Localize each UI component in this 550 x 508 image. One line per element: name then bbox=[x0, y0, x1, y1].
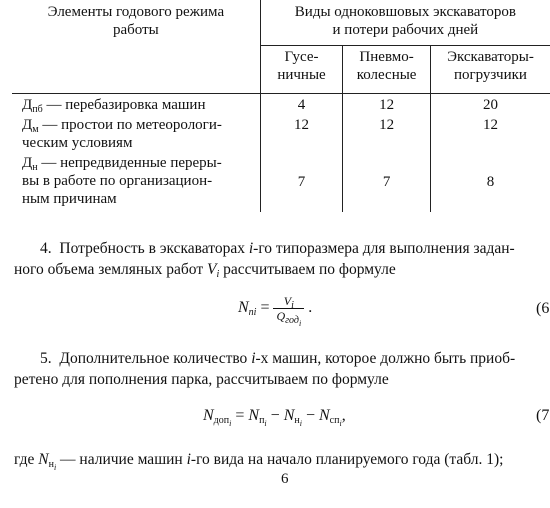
header-group bbox=[260, 0, 550, 46]
math-op: − bbox=[301, 407, 319, 424]
formula-6 bbox=[238, 294, 313, 328]
math-var: i bbox=[251, 350, 256, 367]
row-description bbox=[12, 94, 260, 115]
math-op: = bbox=[231, 407, 249, 424]
subheader-pneumatic bbox=[343, 46, 431, 94]
row-symbol-sub: пб bbox=[32, 104, 43, 115]
table-cell: 12 bbox=[343, 114, 431, 152]
subheader-loaders bbox=[430, 46, 550, 94]
math-var: V bbox=[206, 261, 217, 278]
table-cell: 7 bbox=[343, 152, 431, 212]
fraction bbox=[273, 294, 304, 328]
math-op: . bbox=[304, 299, 313, 317]
text-run: где bbox=[14, 451, 39, 468]
math-var: Q bbox=[276, 309, 286, 323]
math-var: N bbox=[248, 407, 260, 424]
header-group-line2: и потери рабочих дней bbox=[332, 22, 479, 38]
math-sub-text: доп bbox=[213, 415, 230, 426]
table-cell: 4 bbox=[260, 94, 343, 115]
subheader-text: колесные bbox=[356, 67, 417, 83]
math-subsub: i bbox=[299, 419, 302, 428]
equation-number: (6 bbox=[536, 300, 550, 317]
paragraph-where bbox=[14, 449, 550, 470]
math-var: i bbox=[186, 451, 191, 468]
math-op: − bbox=[266, 407, 284, 424]
header-col1 bbox=[12, 0, 260, 94]
math-subsub: i bbox=[264, 419, 267, 428]
math-var: N bbox=[283, 407, 295, 424]
math-subsub: i bbox=[53, 463, 57, 472]
page-number: 6 bbox=[281, 471, 289, 487]
text-run: ного объема земляных работ bbox=[14, 261, 207, 278]
table-row bbox=[12, 94, 550, 115]
math-sub: i bbox=[291, 300, 294, 311]
paragraph-item5 bbox=[14, 348, 550, 390]
math-sub-text: сп bbox=[329, 415, 340, 426]
row-description bbox=[12, 114, 260, 152]
text-run: -го типоразмера для выполнения задан- bbox=[253, 240, 515, 257]
equation-number: (7 bbox=[536, 407, 550, 424]
table-row bbox=[12, 152, 550, 212]
math-var: i bbox=[248, 240, 254, 257]
text-run: Потребность в экскаваторах bbox=[59, 240, 249, 257]
text-run: — наличие машин bbox=[56, 451, 187, 468]
subheader-crawler bbox=[260, 46, 343, 94]
math-sub bbox=[214, 415, 232, 426]
row-symbol-sub: м bbox=[32, 124, 39, 135]
math-var: N bbox=[38, 451, 49, 468]
math-sub-text: год bbox=[285, 315, 299, 326]
row-symbol: Д bbox=[22, 155, 33, 171]
row-desc-line: вы в работе по организацион- bbox=[22, 173, 213, 189]
math-var: V bbox=[283, 294, 292, 308]
text-run: -х машин, которое должно быть приоб- bbox=[255, 350, 516, 367]
subheader-text: ничные bbox=[277, 67, 326, 83]
math-var: N bbox=[203, 407, 214, 424]
table-row bbox=[12, 114, 550, 152]
math-var: N bbox=[238, 299, 249, 317]
paragraph-item4 bbox=[14, 238, 550, 280]
subheader-text: Пневмо- bbox=[359, 49, 414, 65]
math-sub-text: н bbox=[48, 459, 54, 470]
table-cell: 7 bbox=[260, 152, 343, 212]
row-desc-line: — непредвиденные переры- bbox=[37, 155, 222, 171]
math-sub-text: п bbox=[259, 415, 265, 426]
header-col1-line2: работы bbox=[113, 22, 159, 38]
math-subsub: i bbox=[229, 419, 232, 428]
row-symbol-sub: н bbox=[32, 162, 38, 173]
math-subsub: i bbox=[298, 319, 302, 328]
math-sub bbox=[49, 459, 57, 470]
subheader-text: Гусе- bbox=[284, 49, 319, 65]
text-run: Дополнительное количество bbox=[59, 350, 252, 367]
header-col1-line1: Элементы годового режима bbox=[47, 4, 225, 20]
table-cell: 20 bbox=[430, 94, 550, 115]
table-cell: 12 bbox=[430, 114, 550, 152]
table-cell: 12 bbox=[343, 94, 431, 115]
math-sub bbox=[285, 315, 301, 326]
math-var: N bbox=[318, 407, 330, 424]
table-cell: 12 bbox=[260, 114, 343, 152]
row-desc-line: — перебазировка машин bbox=[42, 97, 206, 113]
row-description bbox=[12, 152, 260, 212]
subheader-text: погрузчики bbox=[453, 67, 527, 83]
table-cell: 8 bbox=[430, 152, 550, 212]
math-sub-text: н bbox=[294, 415, 300, 426]
work-regime-table bbox=[12, 0, 550, 212]
text-run: рассчитываем по формуле bbox=[219, 261, 396, 278]
item-number: 4. bbox=[40, 240, 52, 257]
row-symbol: Д bbox=[22, 97, 33, 113]
formula-7 bbox=[203, 407, 346, 428]
math-sub: ni bbox=[248, 307, 257, 319]
text-run: ретено для пополнения парка, рассчитываем по формуле bbox=[14, 371, 389, 388]
row-desc-line: ческим условиям bbox=[22, 135, 133, 151]
math-op: , bbox=[341, 407, 346, 424]
math-subsub: i bbox=[339, 419, 342, 428]
row-desc-line: — простои по метеорологи- bbox=[38, 117, 222, 133]
math-sub bbox=[294, 415, 302, 426]
math-sub bbox=[259, 415, 267, 426]
subheader-text: Экскаваторы- bbox=[447, 49, 534, 65]
text-run: -го вида на начало планируемого года (табл. 1); bbox=[190, 451, 504, 468]
row-desc-line: ным причинам bbox=[22, 191, 117, 207]
math-sub: i bbox=[216, 269, 220, 280]
math-op: = bbox=[256, 299, 274, 317]
row-symbol: Д bbox=[22, 117, 33, 133]
item-number: 5. bbox=[40, 350, 52, 367]
header-group-line1: Виды одноковшовых экскаваторов bbox=[294, 4, 516, 20]
math-sub bbox=[330, 415, 342, 426]
